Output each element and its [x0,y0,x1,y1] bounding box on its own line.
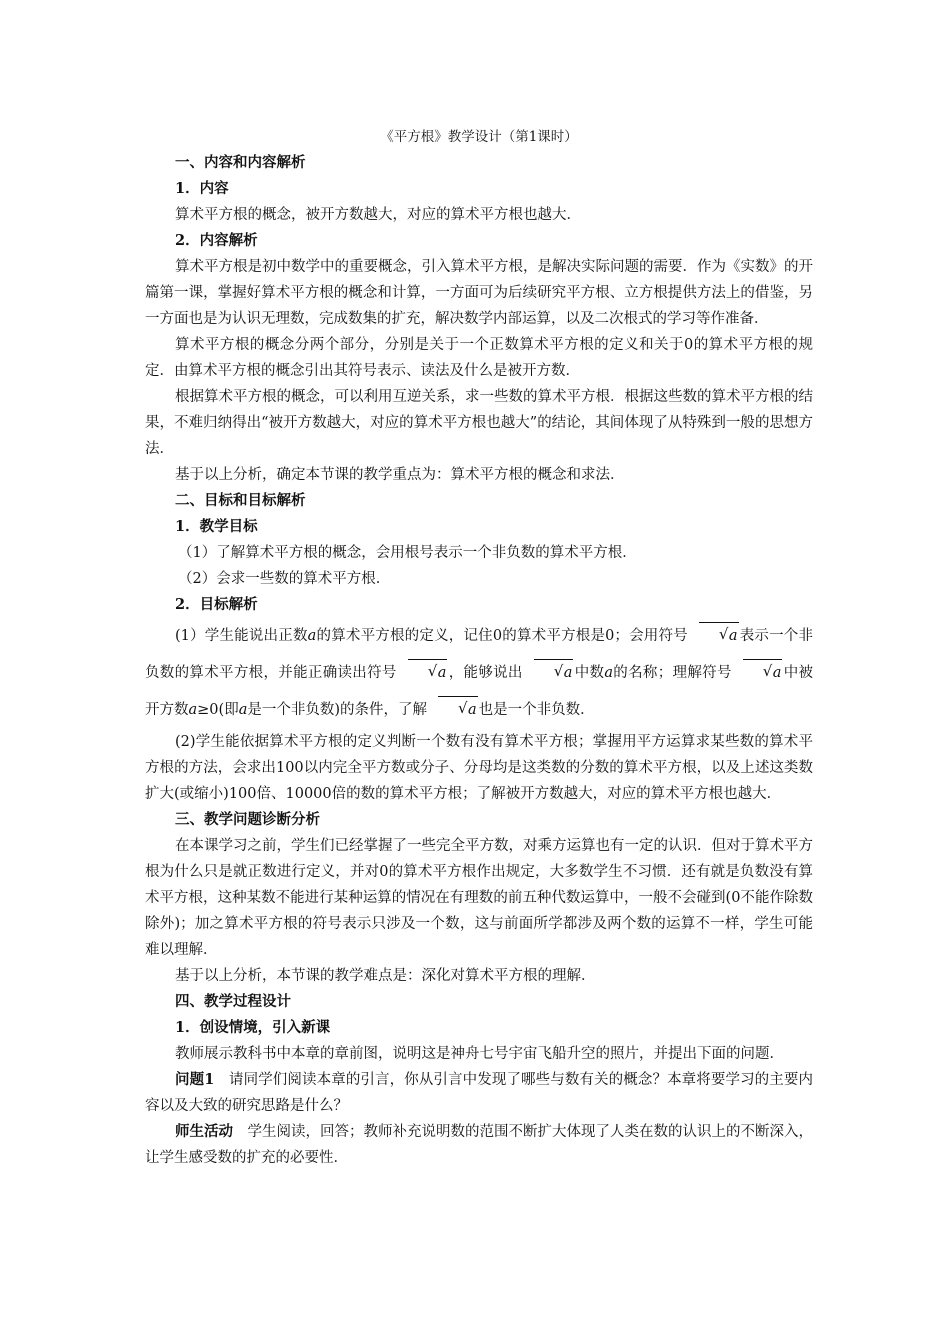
variable-a: a [238,702,248,718]
content-heading: 1．内容 [175,180,229,197]
section-4-heading: 四、教学过程设计 [175,993,291,1010]
process-step-1-heading: 1．创设情境，引入新课 [175,1019,331,1036]
variable-a: a [604,665,613,681]
document-page [145,126,813,1171]
analysis-paragraph-3: 根据算术平方根的概念，可以利用互逆关系，求一些数的算术平方根．根据这些数的算术平方根的结果，不难归纳得出“被开方数越大，对应的算术平方根也越大”的结论，其间体现了从特殊到一般的思想方法． [145,389,813,457]
diagnosis-paragraph-2: 基于以上分析，本节课的教学难点是：深化对算术平方根的理解． [175,968,596,984]
content-analysis-heading: 2．内容解析 [175,232,258,249]
goal-analysis-paragraph-1: (1）学生能说出正数a的算术平方根的定义，记住0的算术平方根是0；会用符号√ a 表示一个非负数的算术平方根，并能正确读出符号√ a ，能够说出√ a 中数a的名称；理解符号√ a 中被开方数a≥0(即a是一个非负数)的条件，了解√ a 也是一个非负数． [145,618,813,729]
diagnosis-paragraph-1: 在本课学习之前，学生们已经掌握了一些完全平方数，对乘方运算也有一定的认识．但对于算术平方根为什么只是就正数进行定义，并对0的算术平方根作出规定，大多数学生不习惯．还有就是负数没有算术平方根，这种某数不能进行某种运算的情况在有理数的前五种代数运算中，一般不会碰到(0不能作除数除外)；加之算术平方根的符号表示只涉及一个数，这与前面所学都涉及两个数的运算不一样，学生可能难以理解． [145,838,813,958]
sqrt-a-symbol: √ a [429,692,477,729]
section-1-heading: 一、内容和内容解析 [175,154,306,171]
sqrt-a-symbol: √ a [525,655,573,692]
analysis-paragraph-1: 算术平方根是初中数学中的重要概念，引入算术平方根，是解决实际问题的需要．作为《实数》的开篇第一课，掌握好算术平方根的概念和计算，一方面可为后续研究平方根、立方根提供方法上的借鉴，另一方面也是为认识无理数，完成数集的扩充，解决数学内部运算，以及二次根式的学习等作准备． [145,259,813,327]
activity-label: 师生活动 [175,1123,233,1140]
question-1-label: 问题1 [175,1071,215,1088]
goal-1: （1）了解算术平方根的概念，会用根号表示一个非负数的算术平方根． [178,545,637,561]
section-3-heading: 三、教学问题诊断分析 [175,811,320,828]
analysis-paragraph-4: 基于以上分析，确定本节课的教学重点为：算术平方根的概念和求法． [175,467,625,483]
analysis-paragraph-2: 算术平方根的概念分两个部分，分别是关于一个正数算术平方根的定义和关于0的算术平方根的规定．由算术平方根的概念引出其符号表示、读法及什么是被开方数． [145,337,813,379]
sqrt-a-symbol: √ a [399,655,447,692]
teacher-student-activity: 师生活动 学生阅读，回答；教师补充说明数的范围不断扩大体现了人类在数的认识上的不断深入，让学生感受数的扩充的必要性． [145,1123,813,1166]
goal-analysis-paragraph-2: (2)学生能依据算术平方根的定义判断一个数有没有算术平方根；掌握用平方运算求某些数的算术平方根的方法，会求出100以内完全平方数或分子、分母均是这类数的分数的算术平方根，以及上述这类数扩大(或缩小)100倍、10000倍的数的算术平方根；了解被开方数越大，对应的算术平方根也越大． [145,734,813,802]
goal-2: （2）会求一些数的算术平方根． [178,571,391,587]
goals-heading: 1．教学目标 [175,518,258,535]
sqrt-a-symbol: √ a [734,655,782,692]
content-text: 算术平方根的概念，被开方数越大，对应的算术平方根也越大． [175,207,581,223]
process-paragraph-1: 教师展示教科书中本章的章前图，说明这是神舟七号宇宙飞船升空的照片，并提出下面的问题． [175,1046,784,1062]
variable-a: a [307,628,317,644]
variable-a: a [188,702,198,718]
sqrt-a-symbol: √ a [690,618,738,655]
section-2-heading: 二、目标和目标解析 [175,492,306,509]
document-title: 《平方根》教学设计（第1课时） [380,129,578,145]
goal-analysis-heading: 2．目标解析 [175,596,258,613]
question-1: 问题1 请同学们阅读本章的引言，你从引言中发现了哪些与数有关的概念？本章将要学习的主要内容以及大致的研究思路是什么？ [145,1071,813,1114]
